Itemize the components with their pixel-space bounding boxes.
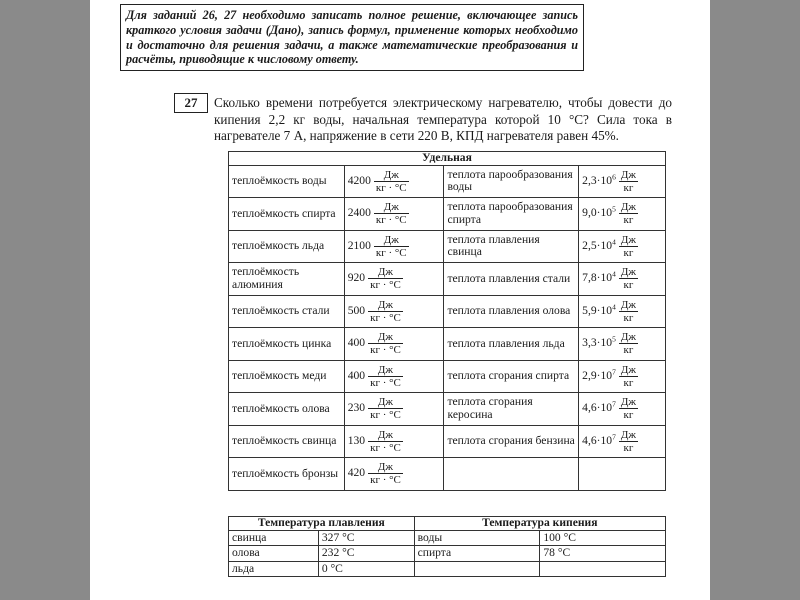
- capacity-value-cell: [344, 165, 444, 198]
- heat-exponent: 4: [612, 237, 616, 247]
- capacity-value-cell: [344, 425, 444, 458]
- unit-denominator: кг · °С: [375, 246, 407, 259]
- unit-fraction: [368, 364, 403, 389]
- unit-fraction: [619, 429, 638, 454]
- heat-mantissa: 9,0·10: [582, 206, 613, 220]
- unit-denominator: кг: [623, 246, 634, 259]
- unit-denominator: кг · °С: [375, 181, 407, 194]
- capacity-label: теплоёмкость олова: [229, 393, 345, 426]
- unit-denominator: кг: [623, 409, 634, 422]
- unit-numerator: Дж: [368, 299, 403, 312]
- empty-cell: [414, 561, 540, 577]
- capacity-value: 2100: [347, 238, 371, 252]
- unit-numerator: Дж: [620, 396, 636, 409]
- unit-fraction: [619, 201, 638, 226]
- capacity-value-cell: [344, 458, 444, 491]
- table-row: [229, 263, 666, 296]
- table-row: [229, 360, 666, 393]
- capacity-label: теплоёмкость меди: [229, 360, 345, 393]
- right-margin-band: [710, 0, 800, 600]
- task-number: 27: [174, 93, 208, 113]
- capacity-label: теплоёмкость алюминия: [229, 263, 345, 296]
- heat-mantissa: 7,8·10: [582, 271, 613, 285]
- heat-mantissa: 5,9·10: [582, 303, 613, 317]
- unit-denominator: кг · °С: [370, 376, 401, 389]
- melting-value: 232 °С: [318, 546, 414, 562]
- heat-label: теплота плавления стали: [444, 263, 579, 296]
- melting-substance: олова: [229, 546, 319, 562]
- capacity-label: теплоёмкость спирта: [229, 198, 345, 231]
- capacity-label: теплоёмкость воды: [229, 165, 345, 198]
- heat-exponent: 6: [612, 172, 616, 182]
- unit-fraction: [619, 364, 638, 389]
- table-row: [229, 295, 666, 328]
- heat-exponent: 7: [612, 399, 616, 409]
- heat-exponent: 7: [612, 432, 616, 442]
- unit-fraction: [619, 331, 638, 356]
- unit-denominator: кг · °С: [375, 214, 407, 227]
- unit-denominator: кг · °С: [370, 311, 401, 324]
- heat-label: теплота сгорания спирта: [444, 360, 579, 393]
- unit-numerator: Дж: [374, 234, 409, 247]
- unit-fraction: [619, 234, 638, 259]
- table-row: [229, 425, 666, 458]
- capacity-value-cell: [344, 360, 444, 393]
- empty-cell: [579, 458, 666, 491]
- empty-cell: [540, 561, 666, 577]
- heat-label: теплота парообразования воды: [444, 165, 579, 198]
- unit-denominator: кг: [623, 214, 634, 227]
- unit-fraction: [374, 169, 409, 194]
- table-row: [229, 458, 666, 491]
- heat-label: теплота сгорания бензина: [444, 425, 579, 458]
- heat-value-cell: [579, 328, 666, 361]
- heat-exponent: 5: [612, 334, 616, 344]
- unit-denominator: кг · °С: [370, 474, 401, 487]
- boiling-substance: спирта: [414, 546, 540, 562]
- capacity-value-cell: [344, 328, 444, 361]
- unit-numerator: Дж: [368, 461, 403, 474]
- unit-denominator: кг: [623, 311, 634, 324]
- unit-fraction: [619, 169, 638, 194]
- unit-numerator: Дж: [620, 331, 636, 344]
- heat-mantissa: 2,9·10: [582, 368, 613, 382]
- unit-numerator: Дж: [620, 428, 636, 441]
- table-row: [229, 546, 666, 562]
- unit-denominator: кг · °С: [370, 441, 401, 454]
- capacity-value-cell: [344, 198, 444, 231]
- unit-denominator: кг: [623, 441, 634, 454]
- heat-mantissa: 4,6·10: [582, 401, 613, 415]
- capacity-value-cell: [344, 393, 444, 426]
- capacity-value: 500: [347, 303, 366, 317]
- unit-numerator: Дж: [374, 201, 409, 214]
- temperature-table: [228, 516, 666, 577]
- melting-value: 327 °С: [318, 530, 414, 546]
- heat-mantissa: 3,3·10: [582, 336, 613, 350]
- heat-mantissa: 4,6·10: [582, 433, 613, 447]
- capacity-value-cell: [344, 230, 444, 263]
- heat-value-cell: [579, 295, 666, 328]
- capacity-value: 920: [347, 271, 366, 285]
- unit-fraction: [374, 234, 409, 259]
- boiling-header: Температура кипения: [414, 517, 665, 531]
- capacity-value: 400: [347, 368, 366, 382]
- unit-denominator: кг: [623, 376, 634, 389]
- unit-numerator: Дж: [368, 396, 403, 409]
- table-row: [229, 561, 666, 577]
- unit-denominator: кг · °С: [370, 279, 401, 292]
- unit-fraction: [368, 331, 403, 356]
- heat-mantissa: 2,5·10: [582, 238, 613, 252]
- unit-fraction: [368, 299, 403, 324]
- capacity-value-cell: [344, 295, 444, 328]
- unit-numerator: Дж: [620, 233, 636, 246]
- unit-numerator: Дж: [620, 168, 636, 181]
- capacity-value: 130: [347, 433, 366, 447]
- unit-fraction: [368, 266, 403, 291]
- capacity-label: теплоёмкость стали: [229, 295, 345, 328]
- capacity-value: 400: [347, 336, 366, 350]
- unit-numerator: Дж: [620, 266, 636, 279]
- unit-numerator: Дж: [620, 363, 636, 376]
- heat-exponent: 4: [612, 269, 616, 279]
- heat-exponent: 7: [612, 367, 616, 377]
- heat-value-cell: [579, 165, 666, 198]
- heat-label: теплота парообразования спирта: [444, 198, 579, 231]
- unit-numerator: Дж: [374, 169, 409, 182]
- heat-label: теплота плавления свинца: [444, 230, 579, 263]
- instructions-box: Для заданий 26, 27 необходимо записать полное решение, включающее запись краткого условия задачи (Дано), запись формул, применение которых необходимо и достаточно для решения задачи, а также математические преобразования и расчёты, приводящие к числовому ответу.: [120, 4, 584, 71]
- unit-fraction: [374, 201, 409, 226]
- unit-numerator: Дж: [620, 201, 636, 214]
- boiling-value: 100 °С: [540, 530, 666, 546]
- heat-value-cell: [579, 263, 666, 296]
- unit-numerator: Дж: [368, 331, 403, 344]
- table-row: [229, 230, 666, 263]
- unit-denominator: кг · °С: [370, 344, 401, 357]
- table-row: [229, 393, 666, 426]
- unit-fraction: [368, 396, 403, 421]
- heat-label: теплота плавления олова: [444, 295, 579, 328]
- heat-value-cell: [579, 393, 666, 426]
- heat-mantissa: 2,3·10: [582, 173, 613, 187]
- capacity-value: 230: [347, 401, 366, 415]
- melting-substance: льда: [229, 561, 319, 577]
- unit-fraction: [619, 396, 638, 421]
- boiling-value: 78 °С: [540, 546, 666, 562]
- heat-value-cell: [579, 198, 666, 231]
- melting-value: 0 °С: [318, 561, 414, 577]
- left-margin-band: [0, 0, 90, 600]
- capacity-label: теплоёмкость льда: [229, 230, 345, 263]
- unit-denominator: кг · °С: [370, 409, 401, 422]
- capacity-label: теплоёмкость свинца: [229, 425, 345, 458]
- unit-denominator: кг: [623, 344, 634, 357]
- table-row: [229, 198, 666, 231]
- capacity-label: теплоёмкость бронзы: [229, 458, 345, 491]
- heat-label: теплота сгорания керосина: [444, 393, 579, 426]
- heat-exponent: 4: [612, 302, 616, 312]
- unit-fraction: [368, 429, 403, 454]
- heat-value-cell: [579, 425, 666, 458]
- task-text: Сколько времени потребуется электрическому нагревателю, чтобы довести до кипения 2,2 кг воды, начальная температура которой 10 °С? Сила тока в нагревателе 7 А, напряжение в сети 220 В, КПД нагревателя равен 45%.: [214, 95, 672, 143]
- heat-label: теплота плавления льда: [444, 328, 579, 361]
- capacity-value: 2400: [347, 206, 371, 220]
- unit-denominator: кг: [623, 279, 634, 292]
- heat-exponent: 5: [612, 204, 616, 214]
- empty-cell: [444, 458, 579, 491]
- unit-numerator: Дж: [368, 429, 403, 442]
- melting-substance: свинца: [229, 530, 319, 546]
- boiling-substance: воды: [414, 530, 540, 546]
- unit-numerator: Дж: [368, 266, 403, 279]
- table-row: [229, 328, 666, 361]
- heat-value-cell: [579, 230, 666, 263]
- heat-value-cell: [579, 360, 666, 393]
- heat-table-title: Удельная: [229, 152, 666, 166]
- unit-fraction: [619, 299, 638, 324]
- unit-fraction: [619, 266, 638, 291]
- capacity-value: 420: [347, 466, 366, 480]
- specific-heat-table: [228, 151, 666, 491]
- capacity-value: 4200: [347, 173, 371, 187]
- unit-numerator: Дж: [368, 364, 403, 377]
- unit-numerator: Дж: [620, 298, 636, 311]
- capacity-label: теплоёмкость цинка: [229, 328, 345, 361]
- unit-fraction: [368, 461, 403, 486]
- table-row: [229, 530, 666, 546]
- capacity-value-cell: [344, 263, 444, 296]
- unit-denominator: кг: [623, 181, 634, 194]
- melting-header: Температура плавления: [229, 517, 415, 531]
- table-row: [229, 165, 666, 198]
